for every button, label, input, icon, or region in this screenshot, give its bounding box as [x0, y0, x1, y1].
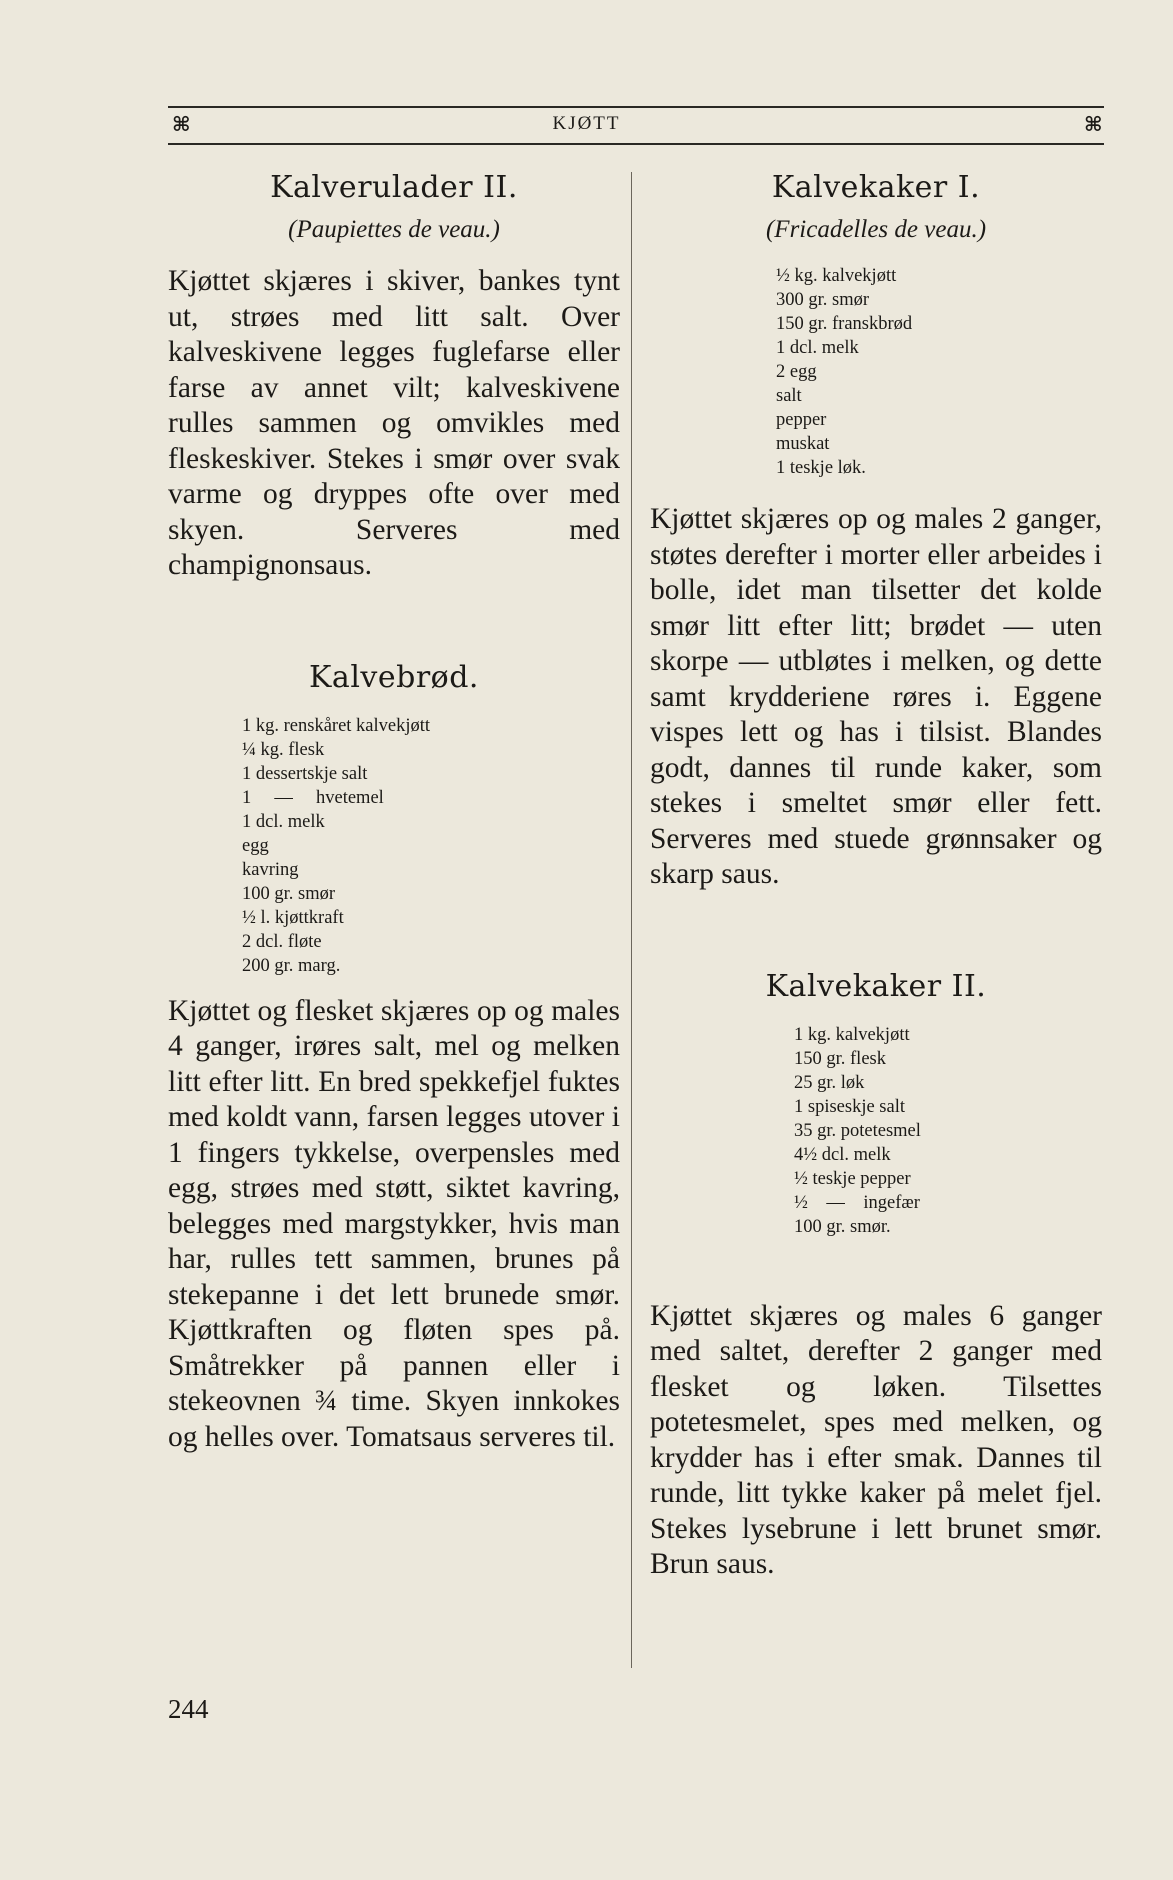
ingredient: 1 dcl. melk	[776, 338, 859, 358]
recipe-subtitle: (Fricadelles de veau.)	[765, 216, 987, 243]
ingredient: 300 gr. smør	[776, 290, 870, 310]
ingredient: 200 gr. marg.	[242, 955, 341, 976]
ingredient-list	[242, 714, 620, 978]
left-column	[168, 168, 620, 1455]
ingredient: 1 dessertskje salt	[242, 763, 368, 784]
ingredient: 100 gr. smør	[242, 883, 336, 904]
ingredient: 1 — hvetemel	[242, 787, 384, 808]
ingredient: 1 spiseskje salt	[794, 1096, 905, 1117]
ingredient: 100 gr. smør.	[794, 1216, 891, 1237]
header-top-rule	[168, 106, 1104, 108]
ingredient: ½ l. kjøttkraft	[242, 907, 344, 928]
right-column	[650, 168, 1102, 1583]
ingredient: 150 gr. flesk	[794, 1048, 886, 1069]
recipe-kalverulader	[168, 168, 620, 584]
ingredient-list	[776, 264, 1102, 480]
header-bottom-rule	[168, 143, 1104, 145]
recipe-instructions: Kjøttet skjæres op og males 2 ganger, støtes derefter i morter eller arbeides i bolle, idet man tilsetter det kolde smør litt efter litt; brødet — uten skorpe — utbløtes i melken, og dette samt krydderiene røres i. Eggene vispes lett og has i tilsist. Blandes godt, dannes til runde kaker, som stekes i smeltet smør eller fett. Serveres med stuede grønnsaker og skarp saus.	[650, 503, 1102, 890]
ingredient: kavring	[242, 859, 299, 880]
ingredient: ½ — ingefær	[794, 1192, 920, 1213]
ingredient: 1 teskje løk.	[776, 458, 866, 478]
recipe-kalvekaker-2	[650, 967, 1102, 1583]
ingredient: 150 gr. franskbrød	[776, 314, 913, 334]
ingredient: pepper	[776, 410, 827, 430]
recipe-subtitle: (Paupiettes de veau.)	[288, 216, 500, 243]
header-ornament-left-icon: ⌘	[172, 112, 191, 136]
ingredient: 25 gr. løk	[794, 1072, 865, 1093]
ingredient: 4½ dcl. melk	[794, 1144, 891, 1165]
header-ornament-right-icon: ⌘	[1084, 112, 1103, 136]
ingredient: ½ teskje pepper	[794, 1168, 911, 1189]
ingredient: ½ kg. kalvekjøtt	[776, 266, 897, 286]
ingredient: 2 dcl. fløte	[242, 931, 322, 952]
recipe-title: Kalvekaker I.	[771, 170, 981, 205]
ingredient: ¼ kg. flesk	[242, 739, 325, 760]
recipe-instructions: Kjøttet skjæres og males 6 ganger med saltet, derefter 2 ganger med flesket og løken. Tilsettes potetesmelet, spes med melken, og krydder has i efter smak. Dannes til runde, litt tykke kaker på melet fjel. Stekes lysebrune i lett brunet smør. Brun saus.	[650, 1299, 1102, 1580]
ingredient-list	[794, 1023, 1102, 1239]
ingredient: 1 dcl. melk	[242, 811, 325, 832]
recipe-title: Kalverulader II.	[270, 170, 518, 205]
page-number: 244	[168, 1694, 209, 1724]
ingredient: 2 egg	[776, 362, 817, 382]
ingredient: 35 gr. potetesmel	[794, 1120, 921, 1141]
ingredient: muskat	[776, 434, 830, 454]
column-divider	[631, 172, 632, 1668]
recipe-title: Kalvekaker II.	[765, 968, 987, 1004]
ingredient: salt	[776, 386, 802, 406]
recipe-kalvekaker-1	[650, 168, 1102, 893]
ingredient: egg	[242, 835, 269, 856]
recipe-title: Kalvebrød.	[309, 659, 479, 695]
running-header-title: KJØTT	[552, 113, 621, 134]
recipe-kalvebrod	[168, 658, 620, 1456]
ingredient: 1 kg. kalvekjøtt	[794, 1024, 910, 1045]
recipe-instructions: Kjøttet og flesket skjæres op og males 4 ganger, irøres salt, mel og melken litt efter litt. En bred spekkefjel fuktes med koldt vann, farsen legges utover i 1 fingers tykkelse, overpensles med egg, strøes med støtt, siktet kavring, belegges med margstykker, hvis man har, rulles tett sammen, brunes på stekepanne i det lett brunede smør. Kjøttkraften og fløten spes på. Småtrekker på pannen eller i stekeovnen ¾ time. Skyen innkokes og helles over. Tomatsaus serveres til.	[168, 994, 620, 1453]
ingredient: 1 kg. renskåret kalvekjøtt	[242, 715, 431, 736]
recipe-instructions: Kjøttet skjæres i skiver, bankes tynt ut, strøes med litt salt. Over kalveskivene legges fuglefarse eller farse av annet vilt; kalveskivene rulles sammen og omvikles med fleskeskiver. Stekes i smør over svak varme og dryppes ofte over med skyen. Serveres med champignonsaus.	[168, 265, 620, 581]
